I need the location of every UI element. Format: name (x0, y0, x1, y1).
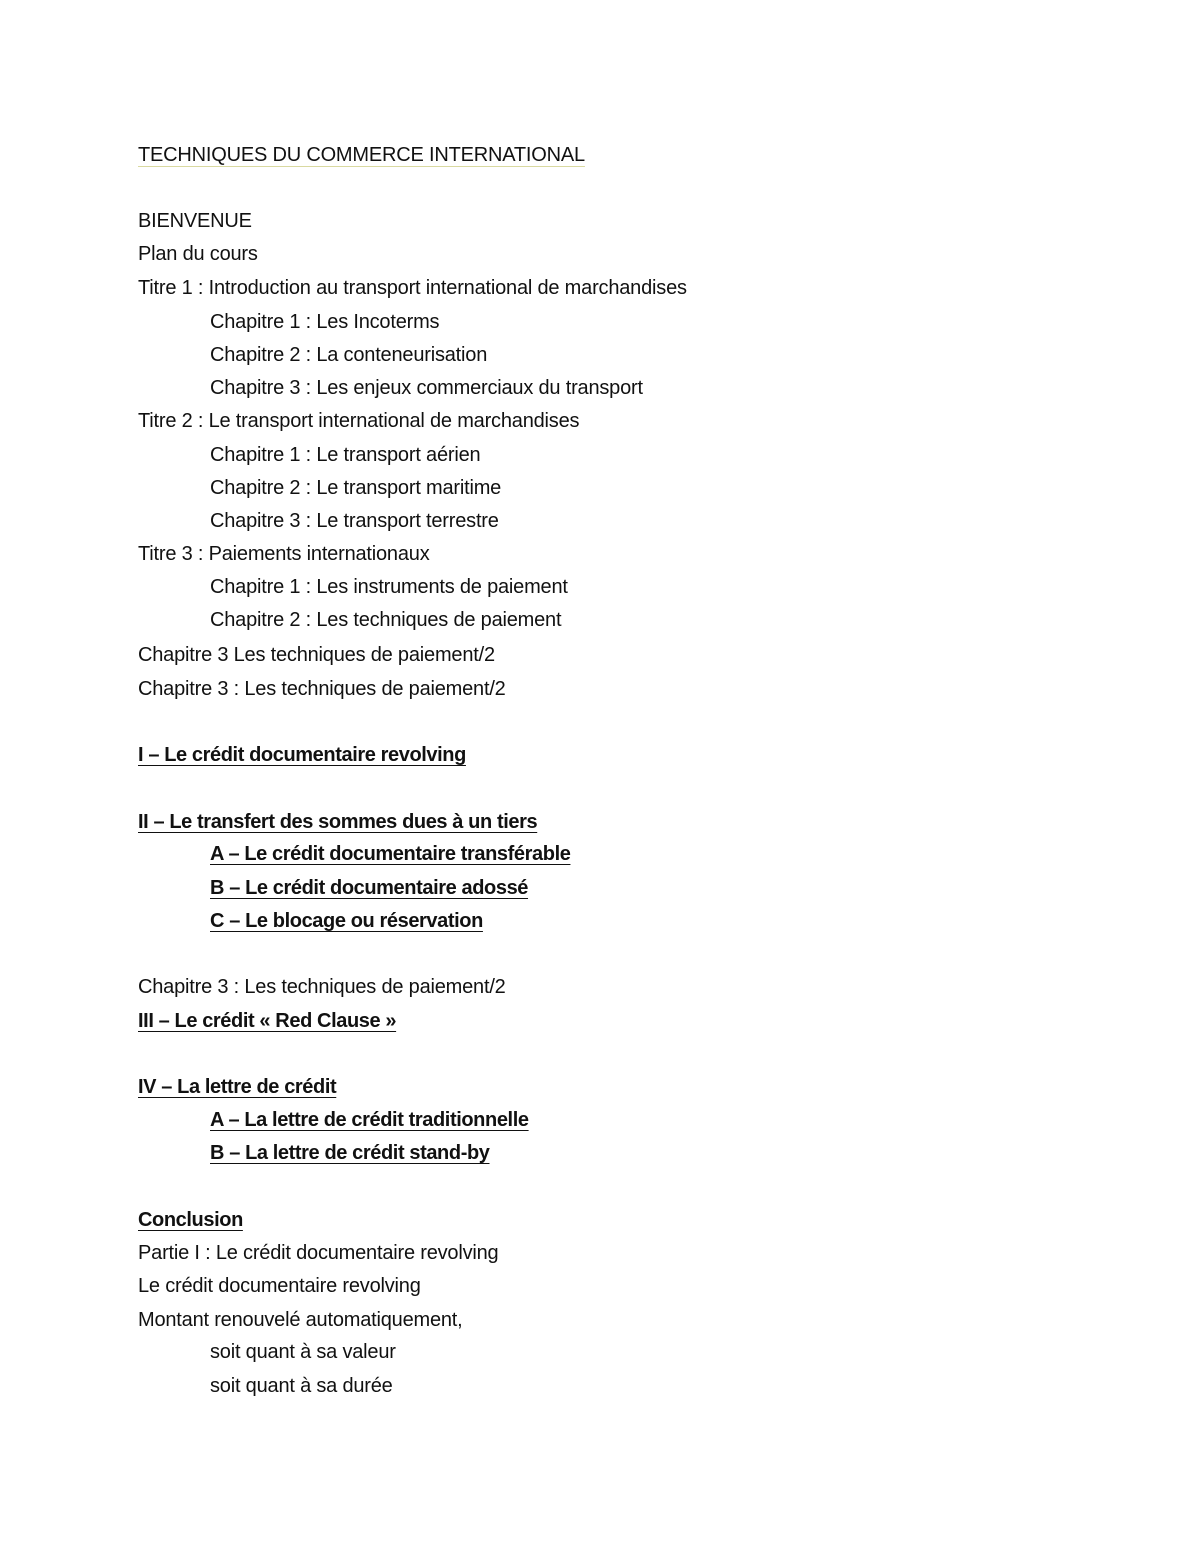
section-iv-b: B – La lettre de crédit stand-by (210, 1142, 490, 1164)
title-2-chapter-2: Chapitre 2 : Le transport maritime (210, 477, 502, 499)
title-3-chapter-2: Chapitre 2 : Les techniques de paiement (210, 609, 562, 631)
section-ii-b: B – Le crédit documentaire adossé (210, 877, 529, 899)
chapter-3-heading-repeat: Chapitre 3 : Les techniques de paiement/2 (138, 678, 506, 700)
section-ii-c: C – Le blocage ou réservation (210, 910, 483, 932)
section-ii: II – Le transfert des sommes dues à un tiers (138, 811, 538, 833)
welcome-heading: BIENVENUE (138, 210, 252, 232)
title-2-chapter-3: Chapitre 3 : Le transport terrestre (210, 510, 499, 532)
section-iv-a: A – La lettre de crédit traditionnelle (210, 1109, 529, 1131)
title-3-chapter-1: Chapitre 1 : Les instruments de paiement (210, 576, 568, 598)
section-iii: III – Le crédit « Red Clause » (138, 1010, 397, 1032)
title-1-chapter-3: Chapitre 3 : Les enjeux commerciaux du transport (210, 377, 643, 399)
section-i: I – Le crédit documentaire revolving (138, 744, 466, 766)
course-plan-label: Plan du cours (138, 243, 258, 265)
amount-renewed-text: Montant renouvelé automatiquement, (138, 1309, 463, 1331)
chapter-3-heading: Chapitre 3 Les techniques de paiement/2 (138, 644, 495, 666)
part-i-heading: Partie I : Le crédit documentaire revolving (138, 1242, 499, 1264)
document-title: TECHNIQUES DU COMMERCE INTERNATIONAL (138, 144, 585, 166)
section-ii-a: A – Le crédit documentaire transférable (210, 843, 571, 865)
chapter-3-heading-second: Chapitre 3 : Les techniques de paiement/2 (138, 976, 506, 998)
section-iv: IV – La lettre de crédit (138, 1076, 337, 1098)
conclusion-heading: Conclusion (138, 1209, 243, 1231)
title-1: Titre 1 : Introduction au transport international de marchandises (138, 277, 687, 299)
title-1-chapter-1: Chapitre 1 : Les Incoterms (210, 311, 440, 333)
title-2: Titre 2 : Le transport international de marchandises (138, 410, 580, 432)
title-2-chapter-1: Chapitre 1 : Le transport aérien (210, 444, 481, 466)
revolving-subheading: Le crédit documentaire revolving (138, 1275, 421, 1297)
title-3: Titre 3 : Paiements internationaux (138, 543, 430, 565)
title-1-chapter-2: Chapitre 2 : La conteneurisation (210, 344, 488, 366)
duration-clause: soit quant à sa durée (210, 1375, 393, 1397)
value-clause: soit quant à sa valeur (210, 1341, 396, 1363)
